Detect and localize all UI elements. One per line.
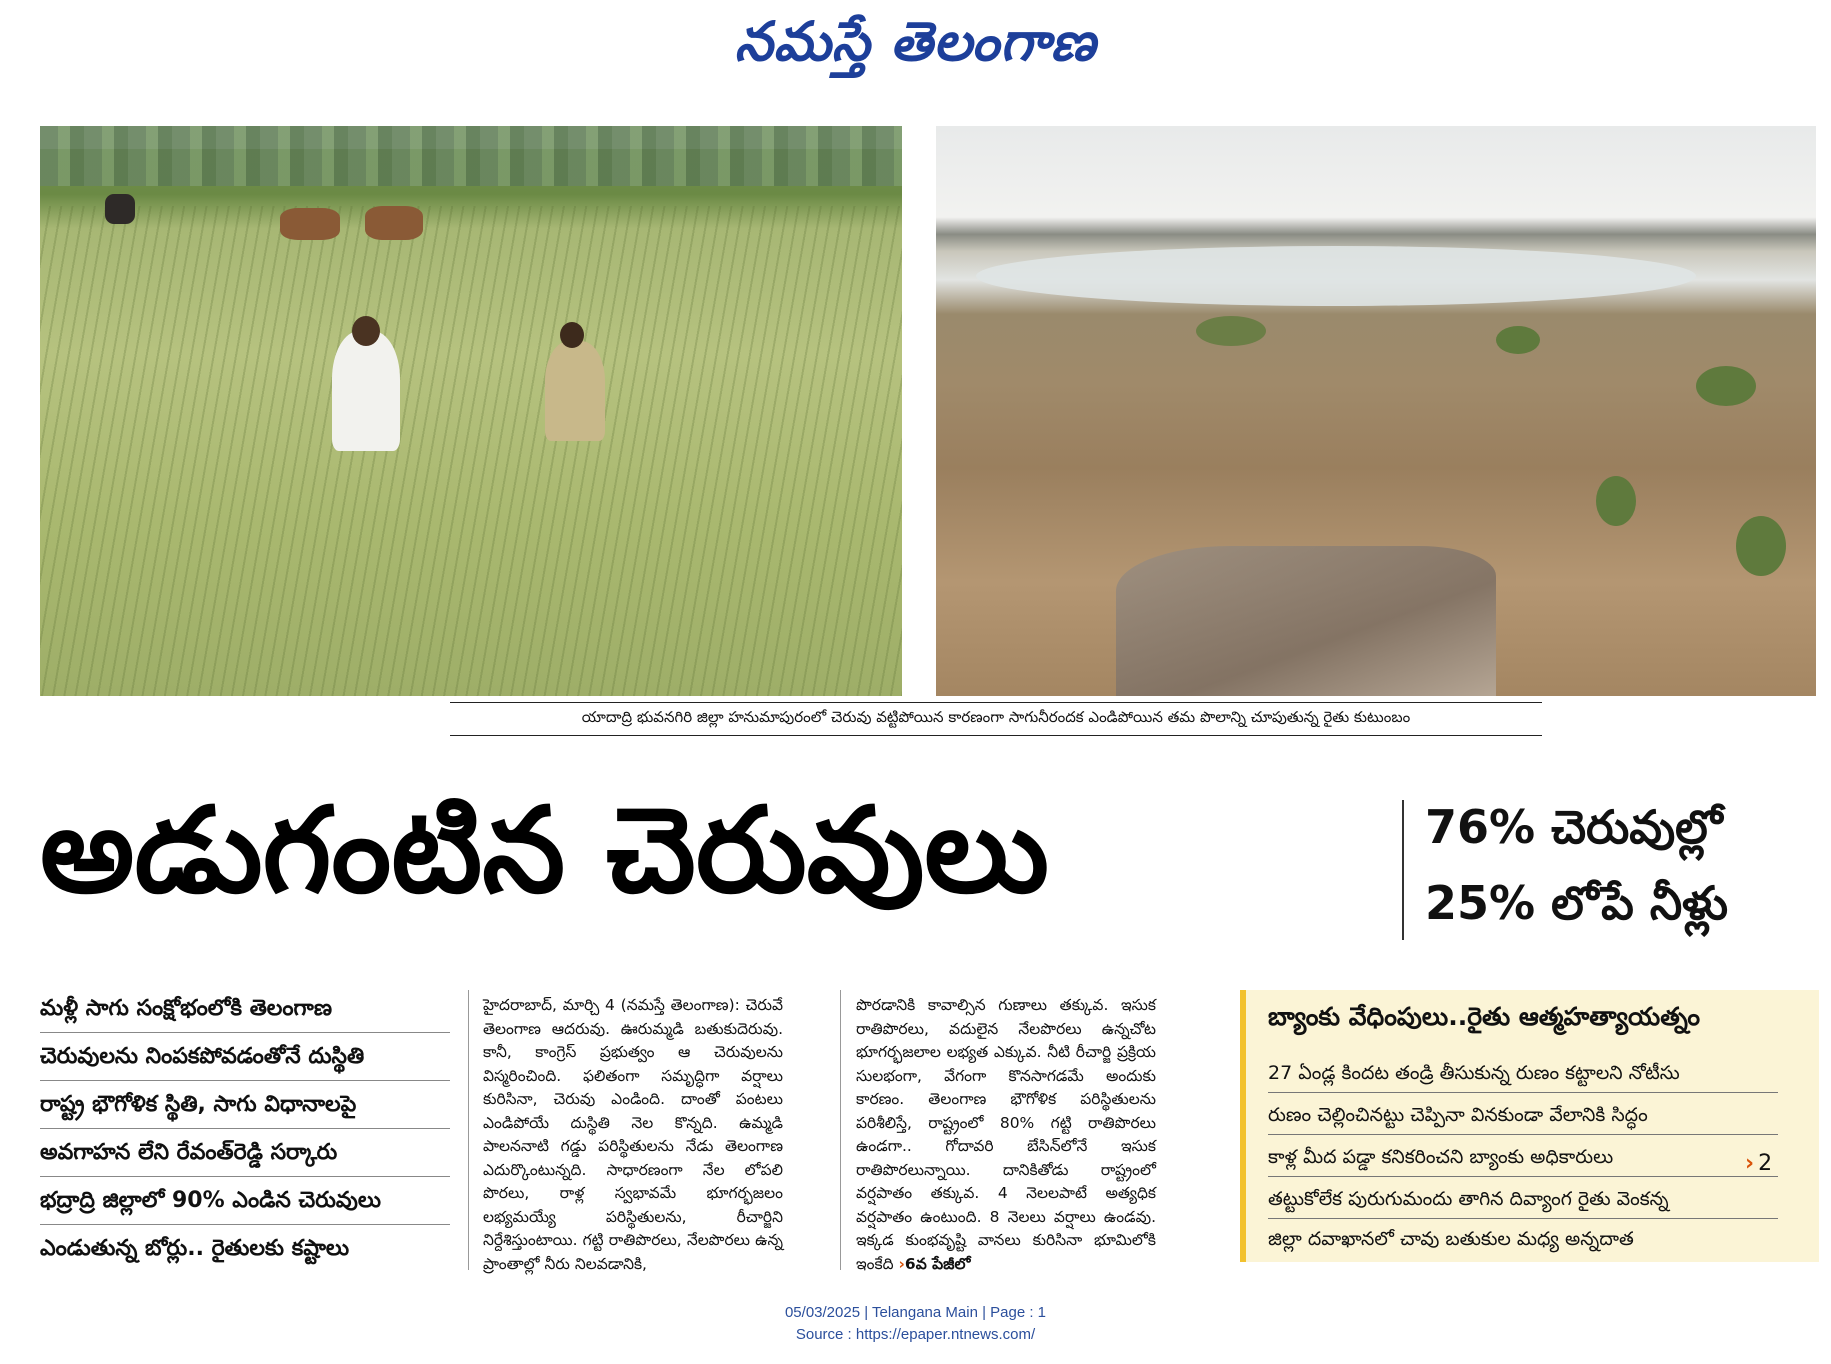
article-text-body: పొరడానికి కావాల్సిన గుణాలు తక్కువ. ఇసుక రాతిపొరలు, వదులైన నేలపొరలు ఉన్నచోట భూగర్భజలాల లభ్యత ఎక్కువ. నీటి రీచార్జి ప్రక్రియ సులభంగా, వేగంగా కొనసాగడమే అందుకు కారణం. తెలంగాణ భౌగోళిక పరిస్థితులను పరిశీలిస్తే, రాష్ట్రంలో 80% గట్టి రాతిపొరలు ఉండగా.. గోదావరి బేసిన్‌లోనే ఇసుక రాతిపొరలున్నాయి. దానికితోడు రాష్ట్రంలో వర్షపాతం తక్కువ. 4 నెలలపాటే అత్యధిక వర్షపాతం ఉంటుంది. 8 నెలలు వర్షాలు ఉండవు. ఇక్కడ కుంభవృష్టి వానలు కురిసినా భూమిలోకి ఇంకేది [856, 996, 1156, 1273]
photo-shrub [1696, 366, 1756, 406]
photo-shrub [1496, 326, 1540, 354]
photo-shrub [1596, 476, 1636, 526]
related-story-point: రుణం చెల్లించినట్టు చెప్పినా వినకుండా వేలానికి సిద్ధం [1268, 1104, 1778, 1135]
chevron-right-icon: › [1745, 1151, 1755, 1176]
subhead-line-2: 25% లోపే నీళ్లు [1425, 876, 1728, 930]
related-story-point: 27 ఏండ్ల కిందట తండ్రి తీసుకున్న రుణం కట్టాలని నోటీసు [1268, 1062, 1778, 1093]
highlight-item: మళ్లీ సాగు సంక్షోభంలోకి తెలంగాణ [40, 985, 450, 1033]
highlights-list [40, 985, 450, 1272]
photo-caption: యాదాద్రి భువనగిరి జిల్లా హనుమాపురంలో చెరువు వట్టిపోయిన కారణంగా సాగునీరందక ఎండిపోయిన తమ పొలాన్ని చూపుతున్న రైతు కుటుంబం [450, 702, 1542, 736]
photo-shrub [1196, 316, 1266, 346]
photo-dried-paddy-field [40, 126, 902, 696]
page-footer [0, 1302, 1831, 1346]
footer-edition-info: 05/03/2025 | Telangana Main | Page : 1 [784, 1304, 1047, 1321]
highlight-item: భద్రాద్రి జిల్లాలో 90% ఎండిన చెరువులు [40, 1177, 450, 1225]
related-story-point: కాళ్ల మీద పడ్డా కనికరించని బ్యాంకు అధికారులు [1268, 1146, 1778, 1177]
photo-dried-tank [936, 126, 1816, 696]
column-rule [468, 990, 469, 1270]
photo-field-texture [40, 206, 902, 696]
article-text [856, 994, 1156, 1276]
photo-cow [105, 194, 135, 224]
related-story-point: తట్టుకోలేక పురుగుమందు తాగిన దివ్యాంగ రైతు వెంకన్న [1268, 1188, 1778, 1219]
related-story-point: జిల్లా దవాఖానలో చావు బతుకుల మధ్య అన్నదాత [1268, 1228, 1634, 1250]
photo-cow [280, 208, 340, 240]
continued-on-page-link[interactable]: 6వ పేజీలో [904, 1254, 971, 1273]
photo-shrub [1736, 516, 1786, 576]
headline-divider [1402, 800, 1404, 940]
article-column-2 [856, 994, 1156, 1276]
highlight-item: చెరువులను నింపకపోవడంతోనే దుస్థితి [40, 1033, 450, 1081]
related-story-page-ref[interactable] [1745, 1151, 1772, 1176]
article-column-1 [483, 994, 783, 1276]
photo-farmer-man-head [352, 316, 380, 346]
highlight-item: అవగాహన లేని రేవంత్‌రెడ్డి సర్కారు [40, 1129, 450, 1177]
photo-farmer-woman [545, 341, 605, 441]
highlight-item: రాష్ట్ర భౌగోళిక స్థితి, సాగు విధానాలపై [40, 1081, 450, 1129]
masthead-logo: నమస్తే తెలంగాణ [734, 10, 1097, 73]
photo-remaining-water [976, 246, 1696, 306]
highlight-item: ఎండుతున్న బోర్లు.. రైతులకు కష్టాలు [40, 1236, 350, 1261]
subhead-line-1: 76% చెరువుల్లో [1425, 800, 1723, 854]
photo-farmer-man [332, 331, 400, 451]
photo-treeline [40, 126, 902, 186]
related-story-box[interactable] [1240, 990, 1819, 1262]
related-story-title[interactable]: బ్యాంకు వేధింపులు..రైతు ఆత్మహత్యాయత్నం [1268, 1002, 1701, 1031]
article-text: హైదరాబాద్, మార్చి 4 (నమస్తే తెలంగాణ): చెరువే తెలంగాణ ఆదరువు. ఊరుమ్మడి బతుకుదెరువు. కానీ, కాంగ్రెస్ ప్రభుత్వం ఆ చెరువులను విస్మరించింది. ఫలితంగా సమృద్ధిగా వర్షాలు కురిసినా, చెరువు ఎండింది. దాంతో పంటలు ఎండిపోయే దుస్థితి నెల కొన్నది. ఉమ్మడి పాలననాటి గడ్డు పరిస్థితులను నేడు తెలంగాణ ఎదుర్కొంటున్నది. సాధారణంగా నేల లోపలి పొరలు, రాళ్ల స్వభావమే భూగర్భజలం లభ్యమయ్యే పరిస్థితులను, రీచార్జిని నిర్దేశిస్తుంటాయి. గట్టి రాతిపొరలు, నేలపొరలు ఉన్న ప్రాంతాల్లో నీరు నిలవడానికి, [483, 996, 783, 1273]
photo-cow [365, 206, 423, 240]
photo-rock-slope [1116, 546, 1496, 696]
related-story-page-number: 2 [1758, 1151, 1773, 1176]
photo-farmer-woman-head [560, 322, 584, 348]
continue-arrow-icon: › [898, 1254, 905, 1273]
footer-source-link[interactable]: Source : https://epaper.ntnews.com/ [795, 1326, 1036, 1343]
column-rule [840, 990, 841, 1270]
main-headline: అడుగంటిన చెరువులు [40, 781, 1049, 919]
